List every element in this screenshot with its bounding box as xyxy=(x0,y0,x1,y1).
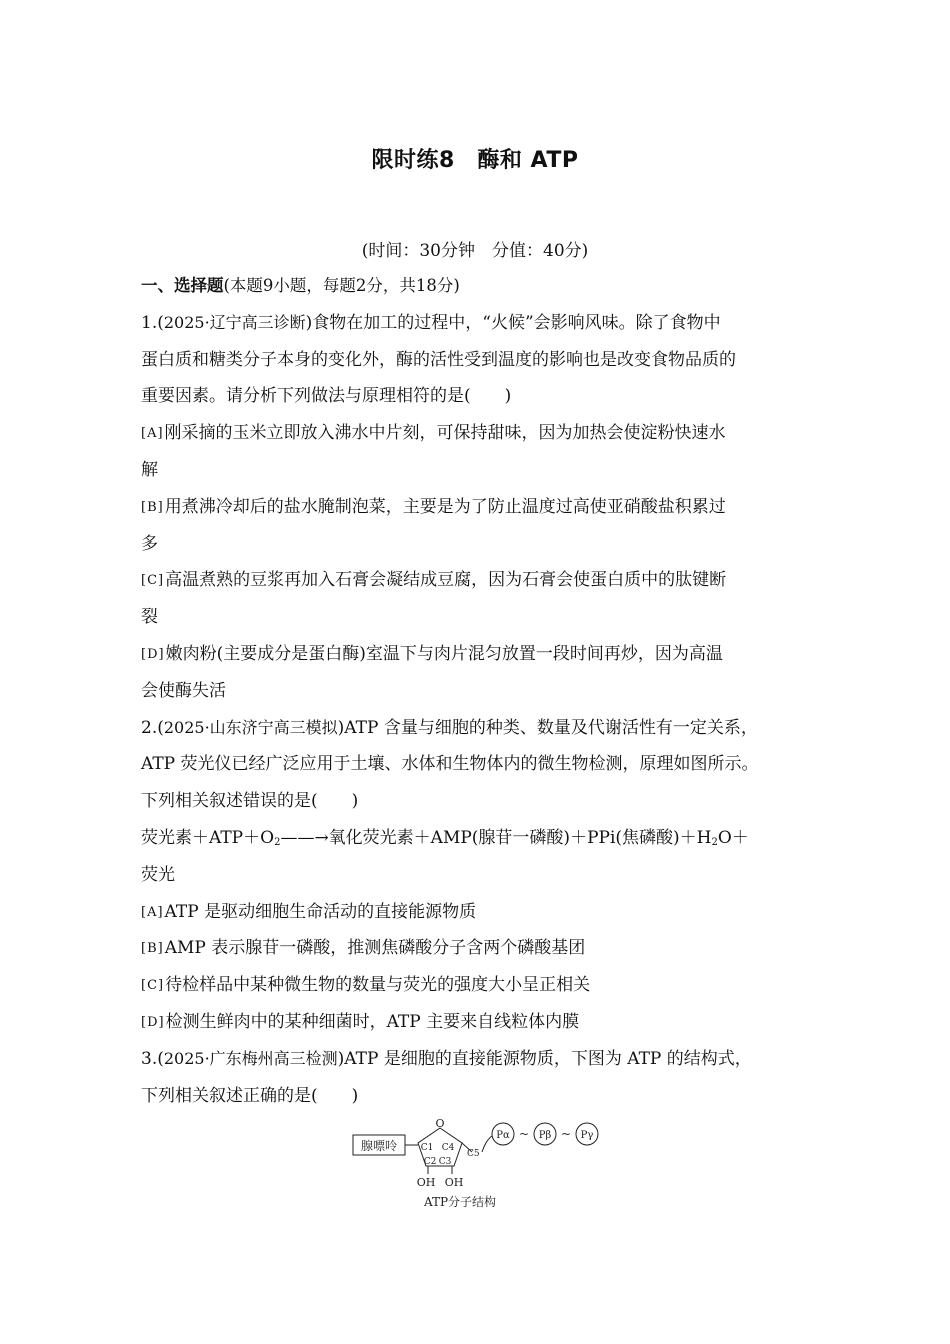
hydroxyl-3: OH xyxy=(444,1176,464,1189)
ring-oxygen: O xyxy=(435,1117,445,1130)
question-content xyxy=(141,268,821,1114)
phosphate-beta-label: Pβ xyxy=(538,1130,552,1141)
hydroxyl-2: OH xyxy=(416,1176,436,1189)
q1-stem-line: 蛋白质和糖类分子本身的变化外，酶的活性受到温度的影响也是改变食物品质的 xyxy=(141,349,736,370)
q3-stem-line: 3.(2025·广东梅州高三检测)ATP 是细胞的直接能源物质，下图为 ATP 的结构式， xyxy=(141,1048,752,1069)
q1-stem-line: 1.(2025·辽宁高三诊断)食物在加工的过程中，“火候”会影响风味。除了食物中 xyxy=(141,312,721,333)
q1-option-b-cont: 多 xyxy=(141,533,158,554)
q2-stem-line: ATP 荧光仪已经广泛应用于土壤、水体和生物体内的微生物检测，原理如图所示。 xyxy=(141,754,759,775)
carbon-2: C2 xyxy=(423,1157,437,1167)
q1-option-a: [A]刚采摘的玉米立即放入沸水中片刻，可保持甜味，因为加热会使淀粉快速水 xyxy=(141,423,726,444)
q2-source: 2025·山东济宁高三模拟 xyxy=(163,717,338,737)
carbon-5: C5 xyxy=(467,1149,480,1159)
adenine-label: 腺嘌呤 xyxy=(360,1139,398,1153)
page-title: 限时练8 酶和 ATP xyxy=(371,148,579,173)
q2-option-d: [D]检测生鲜肉中的某种细菌时，ATP 主要来自线粒体内膜 xyxy=(141,1011,580,1032)
figure-caption: ATP分子结构 xyxy=(423,1195,497,1209)
q1-source: 2025·辽宁高三诊断 xyxy=(163,312,306,332)
phosphate-gamma-label: Pγ xyxy=(580,1130,594,1141)
q2-option-a: [A]ATP 是驱动细胞生命活动的直接能源物质 xyxy=(141,901,477,922)
reaction-equation: 荧光素$+ATP+O_2——\to$氧化荧光素＋AMP(腺苷一磷酸)＋PPi(焦磷酸)$+H_2O+$ xyxy=(141,827,749,848)
high-energy-bond-2: ~ xyxy=(560,1127,572,1141)
q3-source: 2025·广东梅州高三检测 xyxy=(163,1048,338,1068)
phosphate-alpha-label: Pα xyxy=(496,1130,510,1141)
atp-structure-figure xyxy=(350,1112,600,1212)
carbon-1: C1 xyxy=(420,1143,434,1153)
section-heading: 一、选择题(本题9小题，每题2分，共18分) xyxy=(141,276,460,295)
carbon-4: C4 xyxy=(441,1143,455,1153)
q2-option-b: [B]AMP 表示腺苷一磷酸，推测焦磷酸分子含两个磷酸基团 xyxy=(141,938,586,959)
high-energy-bond-1: ~ xyxy=(518,1127,530,1141)
q1-stem-line: 重要因素。请分析下列做法与原理相符的是( ) xyxy=(141,386,512,407)
q1-option-b: [B]用煮沸冷却后的盐水腌制泡菜，主要是为了防止温度过高使亚硝酸盐积累过 xyxy=(141,496,726,517)
q1-option-c: [C]高温煮熟的豆浆再加入石膏会凝结成豆腐，因为石膏会使蛋白质中的肽键断 xyxy=(141,570,727,591)
reaction-equation-cont: 荧光 xyxy=(141,864,175,885)
q1-option-a-cont: 解 xyxy=(141,459,158,480)
carbon-3: C3 xyxy=(438,1157,452,1167)
q2-stem-line: 下列相关叙述错误的是( ) xyxy=(141,791,359,812)
q1-option-c-cont: 裂 xyxy=(141,607,158,628)
q2-option-c: [C]待检样品中某种微生物的数量与荧光的强度大小呈正相关 xyxy=(141,975,591,996)
q2-stem-line: 2.(2025·山东济宁高三模拟)ATP 含量与细胞的种类、数量及代谢活性有一定关系， xyxy=(141,717,758,738)
atp-structure-diagram xyxy=(350,1112,600,1212)
q1-option-d: [D]嫩肉粉(主要成分是蛋白酶)室温下与肉片混匀放置一段时间再炒，因为高温 xyxy=(141,643,723,664)
q1-option-d-cont: 会使酶失活 xyxy=(141,680,226,701)
time-score-info: (时间：30分钟 分值：40分) xyxy=(361,241,589,261)
q3-stem-line: 下列相关叙述正确的是( ) xyxy=(141,1085,359,1106)
c5-phosphate-bond xyxy=(482,1136,492,1152)
